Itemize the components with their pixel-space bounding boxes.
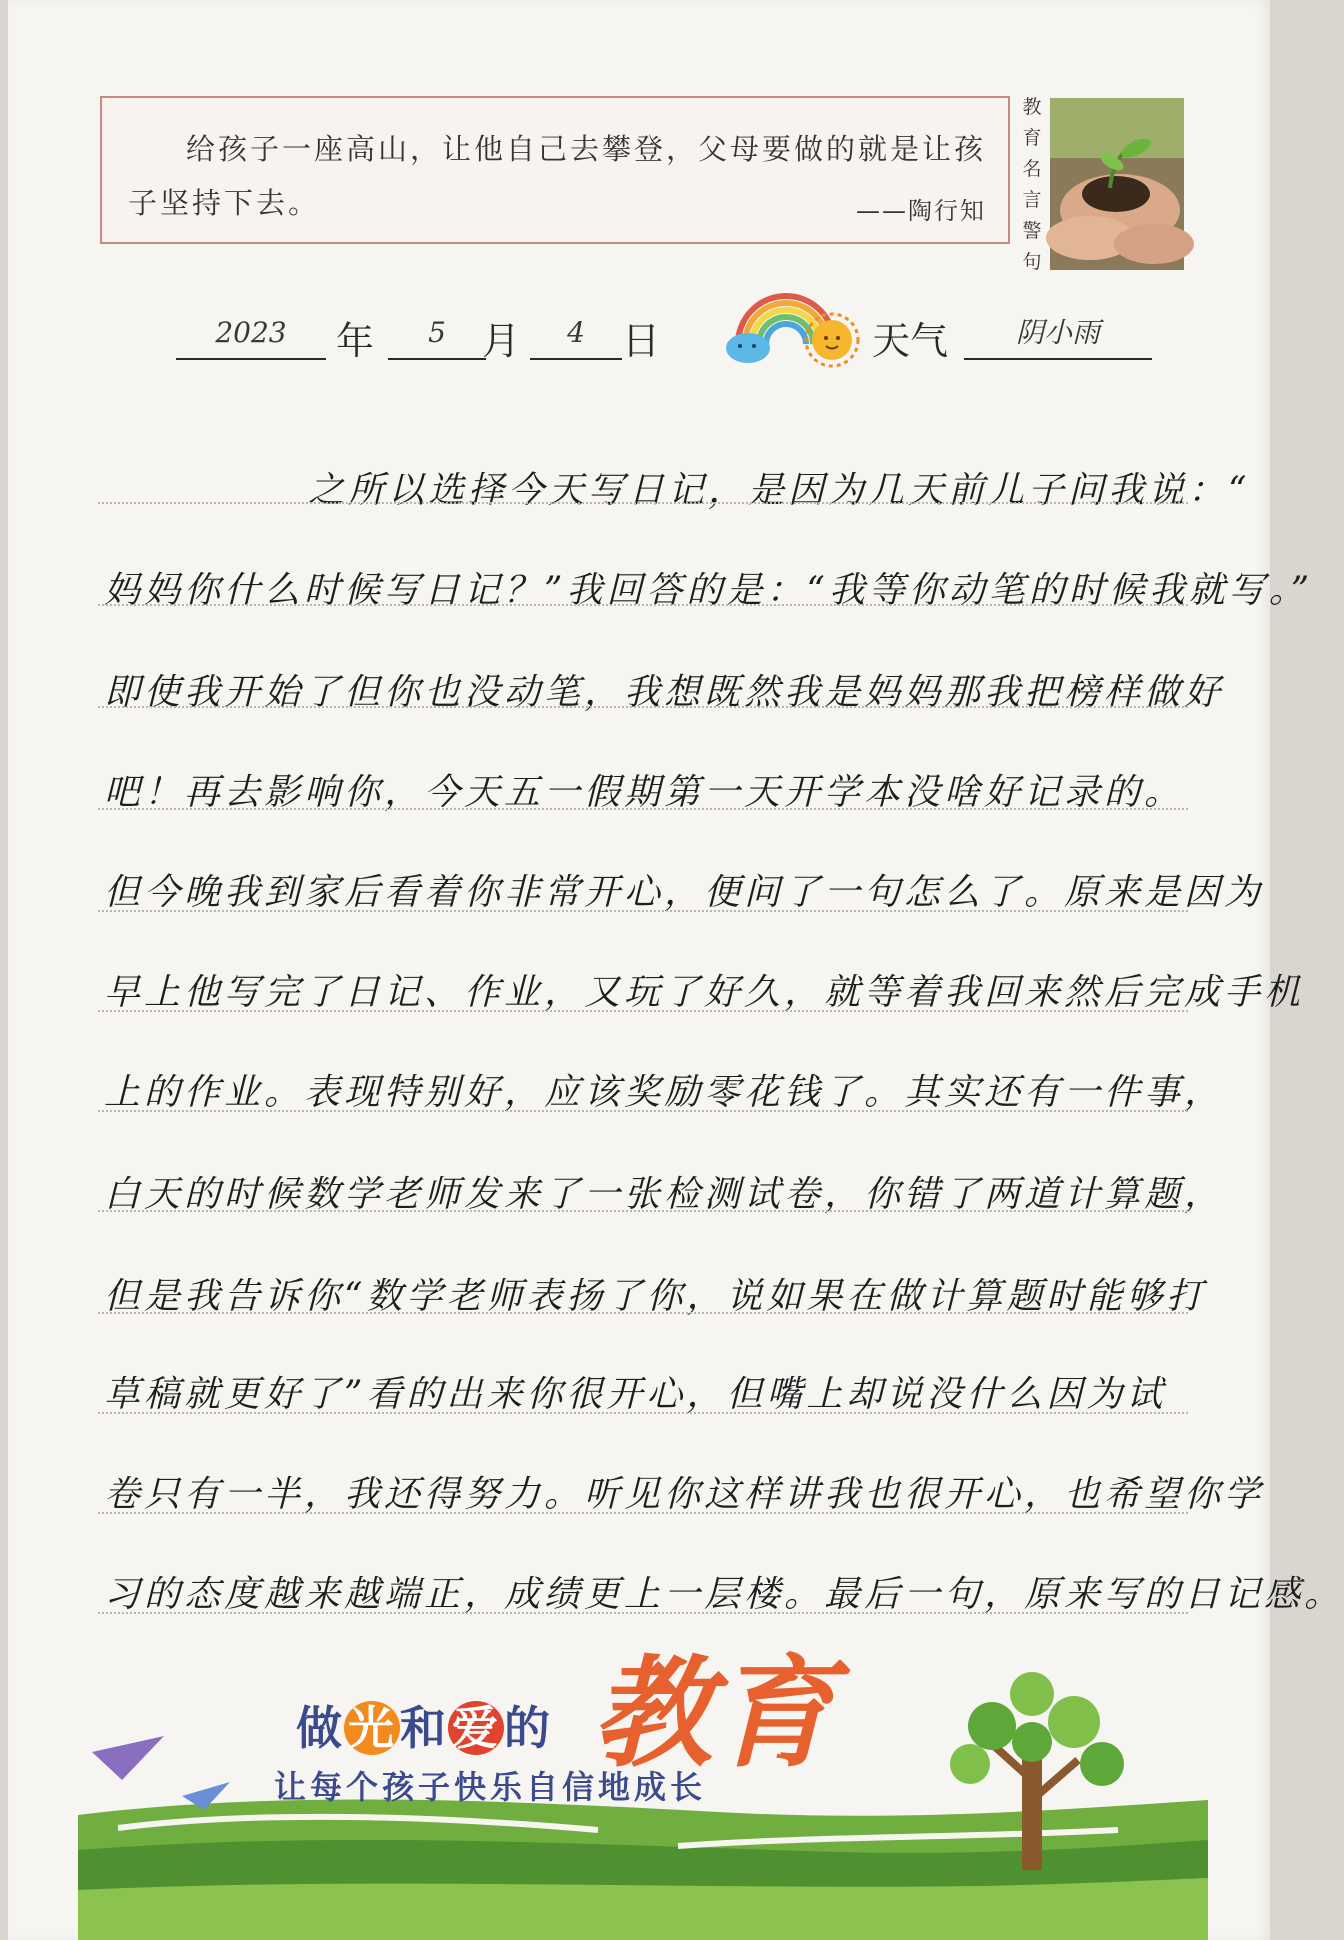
footer-banner <box>78 1640 1208 1940</box>
hands-seedling-photo <box>1050 98 1184 270</box>
ruled-line <box>98 1412 1188 1414</box>
ruled-line <box>98 910 1188 912</box>
diary-line-3: 即使我开始了但你也没动笔，我想既然我是妈妈那我把榜样做好 <box>104 672 1225 713</box>
ruled-line <box>98 1512 1188 1514</box>
diary-line-12: 习的态度越来越端正，成绩更上一层楼。最后一句，原来写的日记感。 <box>104 1574 1344 1615</box>
ruled-line <box>98 604 1188 606</box>
slogan-prefix: 做 <box>296 1701 344 1755</box>
slogan-light-badge: 光 <box>344 1701 400 1755</box>
diary-line-7: 上的作业。表现特别好，应该奖励零花钱了。其实还有一件事， <box>104 1072 1225 1113</box>
day-label: 日 <box>622 319 661 363</box>
diary-line-2: 妈妈你什么时候写日记？”我回答的是：“我等你动笔的时候我就写。” <box>104 570 1314 611</box>
ruled-line <box>98 1110 1188 1112</box>
ruled-line <box>98 1312 1188 1314</box>
quote-author: ——陶行知 <box>856 197 986 225</box>
ruled-line <box>98 1010 1188 1012</box>
slogan-of: 的 <box>504 1701 552 1755</box>
diary-line-4: 吧！再去影响你，今天五一假期第一天开学本没啥好记录的。 <box>104 772 1185 813</box>
month-label: 月 <box>482 319 521 363</box>
diary-line-6: 早上他写完了日记、作业，又玩了好久，就等着我回来然后完成手机 <box>104 972 1305 1013</box>
day-field[interactable]: 4 <box>530 308 622 360</box>
slogan-and: 和 <box>400 1701 448 1755</box>
quote-text: 给孩子一座高山，让他自己去攀登，父母要做的就是让孩子坚持下去。 <box>128 132 987 220</box>
ruled-line <box>98 706 1188 708</box>
year-label: 年 <box>336 319 375 363</box>
slogan-main <box>296 1692 552 1758</box>
month-field[interactable]: 5 <box>388 308 486 360</box>
quote-box <box>100 96 1010 244</box>
slogan-subtitle: 让每个孩子快乐自信地成长 <box>274 1768 707 1806</box>
diary-page <box>8 0 1344 1940</box>
ruled-line <box>98 1210 1188 1212</box>
ruled-line <box>98 1612 1188 1614</box>
diary-line-1: 之所以选择今天写日记，是因为几天前儿子问我说：“ <box>308 470 1251 511</box>
year-field[interactable]: 2023 <box>176 308 326 360</box>
ruled-line <box>98 502 1188 504</box>
slogan-love-badge: 爱 <box>448 1701 504 1755</box>
slogan-education: 教育 <box>592 1643 836 1784</box>
motto-label: 教育名言警句 <box>1022 96 1042 273</box>
diary-line-8: 白天的时候数学老师发来了一张检测试卷，你错了两道计算题， <box>104 1174 1225 1215</box>
weather-label: 天气 <box>872 319 949 363</box>
ruled-line <box>98 808 1188 810</box>
date-line <box>8 308 1270 368</box>
diary-line-9: 但是我告诉你“数学老师表扬了你，说如果在做计算题时能够打 <box>104 1276 1207 1317</box>
weather-field[interactable]: 阴小雨 <box>964 308 1152 360</box>
diary-line-10: 草稿就更好了”看的出来你很开心，但嘴上却说没什么因为试 <box>104 1374 1167 1415</box>
diary-line-5: 但今晚我到家后看着你非常开心，便问了一句怎么了。原来是因为 <box>104 872 1265 913</box>
diary-line-11: 卷只有一半，我还得努力。听见你这样讲我也很开心，也希望你学 <box>104 1474 1265 1515</box>
rainbow-sun-cloud-icon <box>726 278 856 368</box>
